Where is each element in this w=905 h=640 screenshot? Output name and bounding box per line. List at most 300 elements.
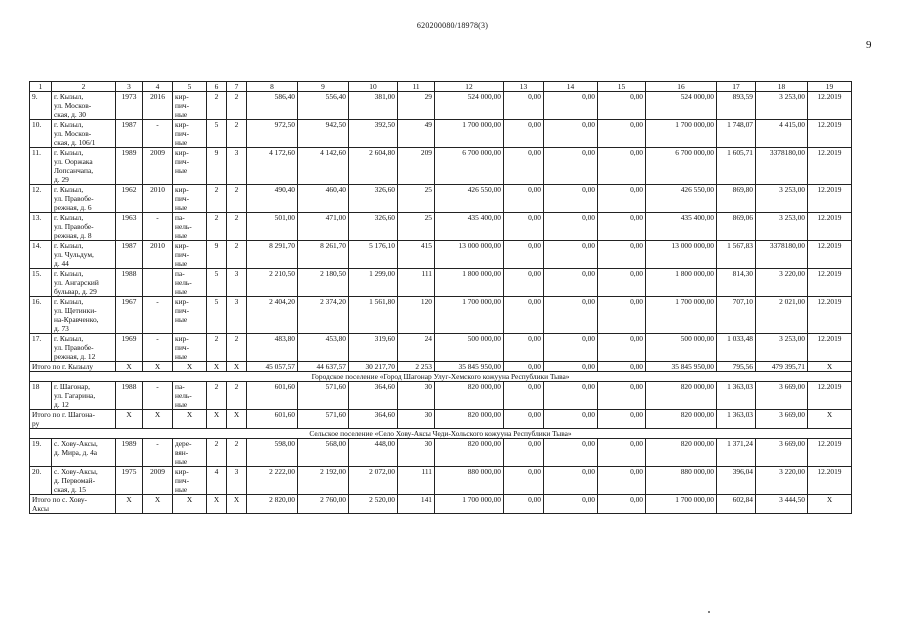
table-cell: 13. [30,213,52,241]
table-cell: 45 057,57 [247,362,298,372]
table-cell: 2 [207,439,227,467]
table-cell: г. Кызыл, ул. Ангарский бульвар, д. 29 [52,269,116,297]
table-cell: 1988 [116,382,143,410]
table-cell: 10. [30,120,52,148]
table-cell: 0,00 [504,495,544,514]
table-cell: 326,60 [349,185,398,213]
table-row [30,92,852,120]
table-row [30,334,852,362]
table-cell: 601,60 [247,382,298,410]
table-cell: 2 [227,382,247,410]
table-cell: 2 021,00 [756,297,808,334]
table-cell: 415 [398,241,435,269]
table-cell: 392,50 [349,120,398,148]
table-cell: г. Кызыл, ул. Правобе- режная, д. 8 [52,213,116,241]
table-cell: 2016 [143,92,173,120]
scan-speck [708,611,710,613]
table-cell: 0,00 [504,297,544,334]
table-cell: г. Кызыл, ул. Ооржака Лопсанчапа, д. 29 [52,148,116,185]
table-cell: 1 363,03 [717,410,756,429]
table-cell: 3378180,00 [756,241,808,269]
table-cell: па- нель- ные [173,213,207,241]
table-cell: кир- пич- ные [173,241,207,269]
table-cell: X [808,362,852,372]
table-cell: 2 192,00 [298,467,349,495]
table-cell: 8 291,70 [247,241,298,269]
section-heading-row [30,429,852,439]
table-cell: 12.2019 [808,92,852,120]
table-row [30,439,852,467]
table-cell: 3 [227,148,247,185]
table-cell: кир- пич- ные [173,185,207,213]
table-cell: - [143,439,173,467]
table-cell: 326,60 [349,213,398,241]
table-cell: 0,00 [544,185,598,213]
table-cell: 0,00 [544,120,598,148]
table-cell: кир- пич- ные [173,467,207,495]
table-cell: 12.2019 [808,148,852,185]
table-cell: 0,00 [598,467,646,495]
column-number-header: 7 [227,82,247,92]
table-cell: 5 [207,120,227,148]
table-cell: 3 253,00 [756,334,808,362]
table-cell: 435 400,00 [435,213,504,241]
table-cell: 820 000,00 [435,410,504,429]
table-body [30,82,852,514]
table-cell: 29 [398,92,435,120]
column-number-header: 1 [30,82,52,92]
table-cell: 1 800 000,00 [435,269,504,297]
table-cell: 0,00 [504,148,544,185]
table-cell: X [227,362,247,372]
table-cell: X [808,410,852,429]
table-cell: г. Кызыл, ул. Щетинки- на-Кравченко, д. 73 [52,297,116,334]
section-heading: Городское поселение «Город Шагонар Улуг-Хемского кожууна Республики Тыва» [30,372,852,382]
table-cell: X [143,495,173,514]
table-cell: 0,00 [504,439,544,467]
document-id: 620200080/18978(3) [416,21,489,30]
table-cell: 500 000,00 [435,334,504,362]
table-cell: 0,00 [544,362,598,372]
table-cell: 5 176,10 [349,241,398,269]
table-cell: 20. [30,467,52,495]
table-cell: 2010 [143,185,173,213]
table-cell: 1 800 000,00 [646,269,717,297]
table-cell: 30 217,70 [349,362,398,372]
table-cell: 2 [207,92,227,120]
table-cell: X [116,362,143,372]
table-cell: 1973 [116,92,143,120]
table-cell: X [143,362,173,372]
table-cell: 16. [30,297,52,334]
table-cell: - [143,297,173,334]
table-cell: 0,00 [544,148,598,185]
table-cell: 2 [227,213,247,241]
table-cell: 972,50 [247,120,298,148]
table-cell: 2 253 [398,362,435,372]
column-number-header: 17 [717,82,756,92]
table-cell: 1 700 000,00 [435,297,504,334]
table-cell: кир- пич- ные [173,297,207,334]
table-cell: дере- вян- ные [173,439,207,467]
table-row [30,269,852,297]
table-cell: 35 845 950,00 [646,362,717,372]
table-cell: 3 [227,269,247,297]
table-cell: г. Кызыл, ул. Правобе- режная, д. 12 [52,334,116,362]
table-cell: 3 220,00 [756,269,808,297]
table-cell: 586,40 [247,92,298,120]
table-cell: 795,56 [717,362,756,372]
table-cell: 12.2019 [808,334,852,362]
table-cell: 2 [227,120,247,148]
table-cell: 0,00 [598,120,646,148]
table-cell: 30 [398,410,435,429]
table-cell: 2 374,20 [298,297,349,334]
table-cell: 0,00 [504,92,544,120]
table-cell: 1 605,71 [717,148,756,185]
column-number-header: 18 [756,82,808,92]
table-cell: г. Шагонар, ул. Гагарина, д. 12 [52,382,116,410]
table-cell: 0,00 [504,362,544,372]
table-cell: 490,40 [247,185,298,213]
table-cell: 0,00 [598,410,646,429]
table-cell: 12.2019 [808,185,852,213]
table-cell: 0,00 [504,410,544,429]
table-cell: 426 550,00 [646,185,717,213]
table-row [30,382,852,410]
table-cell: кир- пич- ные [173,334,207,362]
table-cell: 1 700 000,00 [646,495,717,514]
subtotal-label: Итого по с. Хову- Аксы [30,495,116,514]
table-cell: 460,40 [298,185,349,213]
table-cell: - [143,382,173,410]
table-cell: 1 700 000,00 [435,495,504,514]
table-cell: 5 [207,269,227,297]
table-cell: 1969 [116,334,143,362]
table-cell: 1962 [116,185,143,213]
table-cell: 0,00 [598,148,646,185]
column-number-header: 5 [173,82,207,92]
table-cell: 209 [398,148,435,185]
table-row [30,467,852,495]
table-cell: 448,00 [349,439,398,467]
table-cell: 2 520,00 [349,495,398,514]
table-cell: 141 [398,495,435,514]
subtotal-label: Итого по г. Кызылу [30,362,116,372]
table-cell: 707,10 [717,297,756,334]
column-number-header: 15 [598,82,646,92]
table-cell: 2 [227,241,247,269]
table-cell: 12.2019 [808,269,852,297]
table-cell: 2 604,80 [349,148,398,185]
column-number-header: 13 [504,82,544,92]
table-cell: 2 [227,439,247,467]
table-cell: 602,84 [717,495,756,514]
table-cell: 3 669,00 [756,410,808,429]
table-cell: 319,60 [349,334,398,362]
table-cell: 869,80 [717,185,756,213]
table-cell: 0,00 [544,382,598,410]
table-cell: X [173,410,207,429]
table-cell: 111 [398,269,435,297]
table-cell: г. Кызыл, ул. Правобе- режная, д. 6 [52,185,116,213]
table-cell: 8 261,70 [298,241,349,269]
column-number-header: 9 [298,82,349,92]
table-cell: X [143,410,173,429]
table-cell: 942,50 [298,120,349,148]
table-cell: 3 [227,297,247,334]
table-cell: 0,00 [544,92,598,120]
table-cell: 880 000,00 [646,467,717,495]
table-cell: г. Кызыл, ул. Москов- ская, д. 106/1 [52,120,116,148]
table-cell: 820 000,00 [646,382,717,410]
table-row [30,148,852,185]
table-cell: 1987 [116,241,143,269]
table-cell: - [143,120,173,148]
table-cell: 2 [207,334,227,362]
table-cell: 12.2019 [808,120,852,148]
header-row [30,82,852,92]
table-cell: 3378180,00 [756,148,808,185]
table-cell: па- нель- ные [173,382,207,410]
table-cell: X [227,495,247,514]
table-cell: 0,00 [598,241,646,269]
table-cell: 1988 [116,269,143,297]
table-cell: 4 [207,467,227,495]
subtotal-row [30,362,852,372]
table-cell: 30 [398,439,435,467]
table-cell: 500 000,00 [646,334,717,362]
table-cell: кир- пич- ные [173,120,207,148]
table-cell: 44 637,57 [298,362,349,372]
table-cell: 1 371,24 [717,439,756,467]
table-cell: 0,00 [544,439,598,467]
table-cell: 1967 [116,297,143,334]
table-cell: 869,06 [717,213,756,241]
table-cell: 2 820,00 [247,495,298,514]
table-cell: 2 210,50 [247,269,298,297]
table-cell: 12.2019 [808,241,852,269]
table-cell: 19. [30,439,52,467]
table-cell: 3 253,00 [756,213,808,241]
table-cell: 601,60 [247,410,298,429]
table-cell: 556,40 [298,92,349,120]
table-row [30,185,852,213]
table-cell: 598,00 [247,439,298,467]
table-cell: 0,00 [598,382,646,410]
table-cell: 3 669,00 [756,439,808,467]
table-row [30,241,852,269]
table-cell: 0,00 [598,269,646,297]
table-cell: 1 700 000,00 [435,120,504,148]
table-cell: 426 550,00 [435,185,504,213]
table-cell: кир- пич- ные [173,148,207,185]
table-cell: 1 567,83 [717,241,756,269]
table-cell: 111 [398,467,435,495]
table-cell: 0,00 [598,297,646,334]
table-cell: 2010 [143,241,173,269]
table-cell: 0,00 [598,92,646,120]
table-cell: 0,00 [504,185,544,213]
table-cell: 13 000 000,00 [646,241,717,269]
table-row [30,213,852,241]
table-cell: 13 000 000,00 [435,241,504,269]
table-cell: 1 700 000,00 [646,297,717,334]
table-cell: 12.2019 [808,382,852,410]
table-cell: 3 669,00 [756,382,808,410]
table-cell: 0,00 [504,467,544,495]
table-cell: с. Хову-Аксы, д. Мира, д. 4а [52,439,116,467]
table-cell: X [207,410,227,429]
table-cell: 820 000,00 [435,382,504,410]
table-cell: г. Кызыл, ул. Чульдум, д. 44 [52,241,116,269]
table-cell: кир- пич- ные [173,92,207,120]
table-cell: г. Кызыл, ул. Москов- ская, д. 30 [52,92,116,120]
table-cell: 6 700 000,00 [435,148,504,185]
table-cell: X [808,495,852,514]
table-cell: 0,00 [544,297,598,334]
table-cell: 2 [227,334,247,362]
table-cell: 4 172,60 [247,148,298,185]
subtotal-label: Итого по г. Шагона- ру [30,410,116,429]
table-cell: 0,00 [598,439,646,467]
table-cell: 17. [30,334,52,362]
column-number-header: 3 [116,82,143,92]
table-cell: 0,00 [504,120,544,148]
table-cell: 1 748,07 [717,120,756,148]
table-cell: 0,00 [504,213,544,241]
table-cell: 0,00 [544,269,598,297]
table-cell: 2 [207,213,227,241]
table-cell: 893,59 [717,92,756,120]
table-cell: 820 000,00 [435,439,504,467]
table-cell: 0,00 [598,334,646,362]
table-cell: 12.2019 [808,213,852,241]
page-number: 9 [866,39,872,51]
table-cell: - [143,213,173,241]
table-cell: 4 142,60 [298,148,349,185]
column-number-header: 10 [349,82,398,92]
table-cell: 0,00 [598,185,646,213]
table-cell: 120 [398,297,435,334]
table-cell: 0,00 [544,410,598,429]
table-cell: 3 253,00 [756,92,808,120]
table-cell: 9 [207,241,227,269]
table-cell: 435 400,00 [646,213,717,241]
table-cell: 524 000,00 [646,92,717,120]
subtotal-row [30,410,852,429]
table-cell: 1 299,00 [349,269,398,297]
table-cell: X [227,410,247,429]
table-cell: 15. [30,269,52,297]
subtotal-row [30,495,852,514]
table-cell: 0,00 [504,269,544,297]
table-cell: 0,00 [544,467,598,495]
table-cell: 0,00 [504,382,544,410]
table-cell: 11. [30,148,52,185]
table-cell: 2 [227,92,247,120]
table-cell: 2 [207,382,227,410]
table-cell: X [116,410,143,429]
table-cell: 479 395,71 [756,362,808,372]
table-cell: 2009 [143,148,173,185]
section-heading-row [30,372,852,382]
table-cell: па- нель- ные [173,269,207,297]
column-number-header: 4 [143,82,173,92]
table-cell: X [173,362,207,372]
table-cell: 18 [30,382,52,410]
table-cell: 6 700 000,00 [646,148,717,185]
table-cell: X [207,362,227,372]
table-cell: 0,00 [598,362,646,372]
table-cell: 820 000,00 [646,410,717,429]
table-cell: 2 072,00 [349,467,398,495]
table-cell: 2 [227,185,247,213]
table-cell: 9. [30,92,52,120]
table-cell: 524 000,00 [435,92,504,120]
table-cell: 35 845 950,00 [435,362,504,372]
table-cell: 880 000,00 [435,467,504,495]
table-cell: 24 [398,334,435,362]
table-cell: 2 180,50 [298,269,349,297]
table-cell: 2 [207,185,227,213]
table-cell: 3 220,00 [756,467,808,495]
table-cell: 4 415,00 [756,120,808,148]
table-cell: 5 [207,297,227,334]
table-cell: 0,00 [544,495,598,514]
table-cell: 12.2019 [808,467,852,495]
table-cell: X [116,495,143,514]
table-cell: 1989 [116,439,143,467]
table-cell: 501,00 [247,213,298,241]
table-cell: 49 [398,120,435,148]
table-cell: 0,00 [544,334,598,362]
table-cell: 1975 [116,467,143,495]
table-cell: 0,00 [598,213,646,241]
table-cell: 3 444,50 [756,495,808,514]
table-cell: 2009 [143,467,173,495]
table-cell: 571,60 [298,410,349,429]
table-cell: с. Хову-Аксы, д. Первомай- ская, д. 15 [52,467,116,495]
table-cell: 2 404,20 [247,297,298,334]
table-cell: 1 363,03 [717,382,756,410]
table-cell: 1 033,48 [717,334,756,362]
table-cell: 1963 [116,213,143,241]
table-cell: 2 222,00 [247,467,298,495]
table-cell: 1987 [116,120,143,148]
table-cell: 381,00 [349,92,398,120]
table-cell: 2 760,00 [298,495,349,514]
table-cell: 3 253,00 [756,185,808,213]
table-cell: 820 000,00 [646,439,717,467]
table-cell: - [143,334,173,362]
column-number-header: 6 [207,82,227,92]
column-number-header: 19 [808,82,852,92]
housing-register-table [29,81,852,514]
column-number-header: 11 [398,82,435,92]
table-cell: 12. [30,185,52,213]
table-row [30,297,852,334]
table-cell: 0,00 [544,213,598,241]
table-cell: 12.2019 [808,439,852,467]
table-row [30,120,852,148]
table-cell: 453,80 [298,334,349,362]
table-cell: 364,60 [349,382,398,410]
table-cell: 12.2019 [808,297,852,334]
table-cell: 571,60 [298,382,349,410]
column-number-header: 2 [52,82,116,92]
column-number-header: 8 [247,82,298,92]
